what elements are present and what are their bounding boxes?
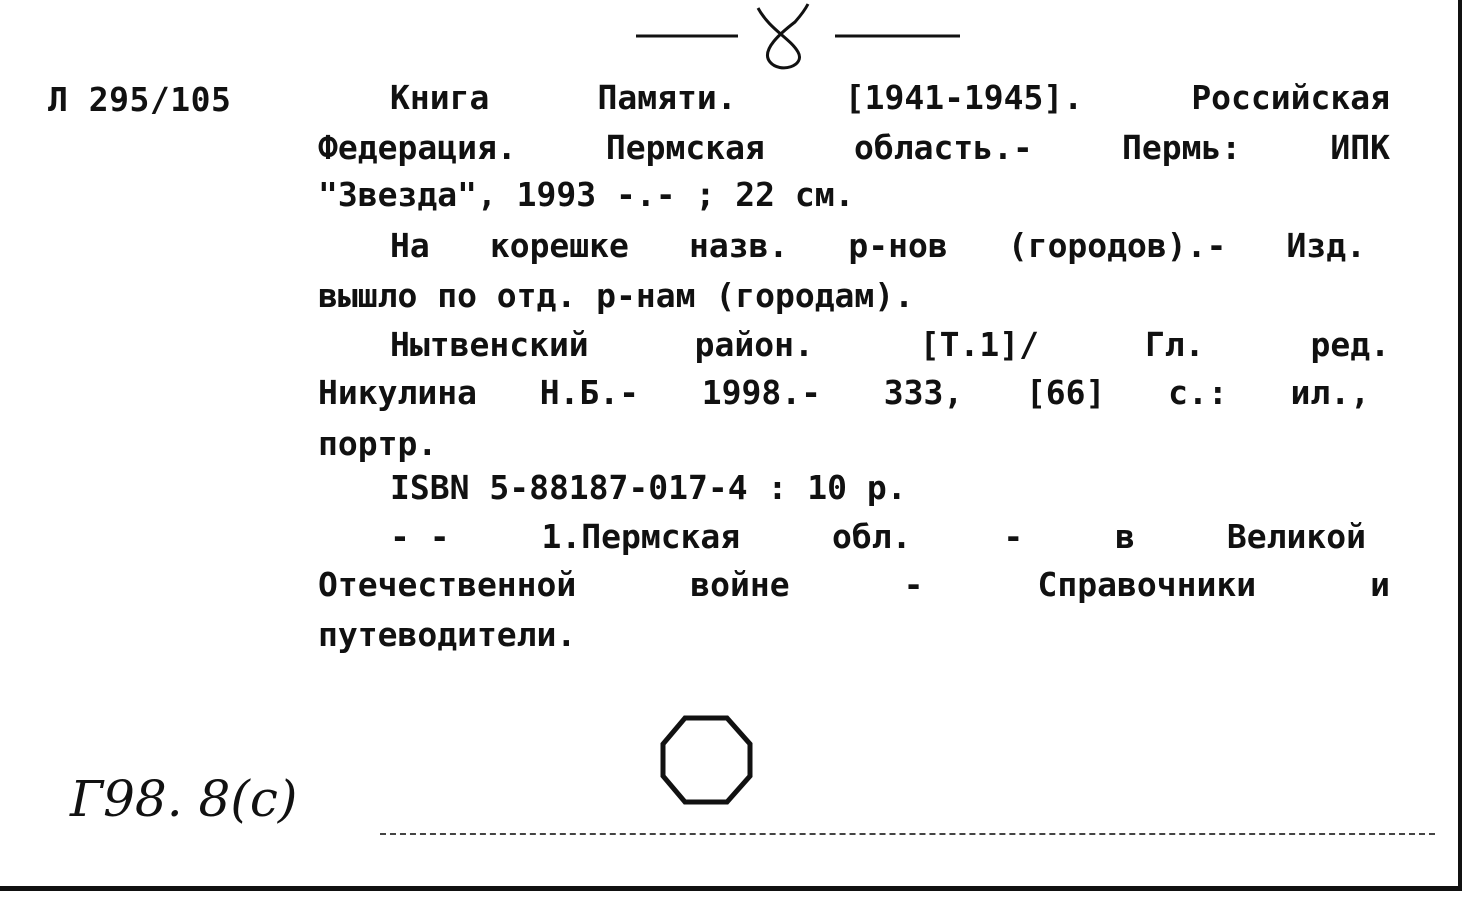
record-word: путеводители. xyxy=(318,615,577,654)
record-word: Справочники xyxy=(1037,565,1257,604)
record-word: Книга xyxy=(390,78,490,117)
record-word: "Звезда", 1993 -.- ; 22 см. xyxy=(318,175,855,214)
record-word: ИПК xyxy=(1330,128,1390,167)
dotted-rule xyxy=(380,833,1435,835)
record-word: Гл. xyxy=(1144,325,1205,364)
record-word: ил., xyxy=(1290,373,1370,412)
record-word: с.: xyxy=(1168,373,1228,412)
record-word: район. xyxy=(694,325,814,364)
record-word: Н.Б.- xyxy=(539,373,640,412)
record-word: - - xyxy=(390,517,450,556)
record-line xyxy=(390,325,1390,365)
record-word: Памяти. xyxy=(597,78,737,117)
punch-hole xyxy=(655,710,765,810)
record-word: назв. xyxy=(688,226,789,265)
record-word: в xyxy=(1115,517,1136,556)
record-line xyxy=(390,468,907,508)
shelf-mark: Л 295/105 xyxy=(48,80,232,119)
record-word: войне xyxy=(690,565,790,604)
record-word: Пермская xyxy=(605,128,765,167)
record-line xyxy=(318,276,914,316)
record-word: [Т.1]/ xyxy=(919,325,1039,364)
record-line xyxy=(318,175,854,215)
record-line xyxy=(318,373,1370,413)
record-word: 1.Пермская xyxy=(541,517,741,556)
record-word: [1941-1945]. xyxy=(844,78,1084,117)
handwritten-classification-code: Г98. 8(с) xyxy=(70,770,298,828)
record-word: Пермь: xyxy=(1121,128,1242,167)
record-word: ISBN 5-88187-017-4 : 10 р. xyxy=(390,468,907,507)
record-word: 333, xyxy=(883,373,964,412)
record-word: область.- xyxy=(853,128,1033,167)
record-word: Федерация. xyxy=(318,128,517,167)
record-word: Нытвенский xyxy=(390,325,589,364)
record-word: ред. xyxy=(1310,325,1390,364)
record-word: - xyxy=(903,565,924,604)
record-word: обл. xyxy=(832,517,912,556)
record-word: Российская xyxy=(1191,78,1390,117)
record-line xyxy=(390,517,1366,557)
record-word: р-нов xyxy=(848,226,948,265)
record-word: 1998.- xyxy=(701,373,821,412)
record-word: портр. xyxy=(318,424,438,463)
record-line xyxy=(318,128,1390,168)
record-word: Изд. xyxy=(1286,226,1366,265)
record-line xyxy=(390,78,1390,118)
record-word: Никулина xyxy=(318,373,477,412)
record-line xyxy=(318,424,437,464)
record-word: [66] xyxy=(1025,373,1106,412)
record-word: - xyxy=(1003,517,1024,556)
record-word: (городов).- xyxy=(1007,226,1227,265)
record-line xyxy=(318,565,1390,605)
record-word: и xyxy=(1370,565,1390,604)
record-line xyxy=(390,226,1366,266)
record-word: На xyxy=(390,226,430,265)
top-handwritten-mark xyxy=(630,0,970,80)
record-line xyxy=(318,615,576,655)
record-word: Великой xyxy=(1226,517,1366,556)
record-word: Отечественной xyxy=(318,565,577,604)
record-word: вышло по отд. р-нам (городам). xyxy=(318,276,915,315)
record-word: корешке xyxy=(489,226,629,265)
